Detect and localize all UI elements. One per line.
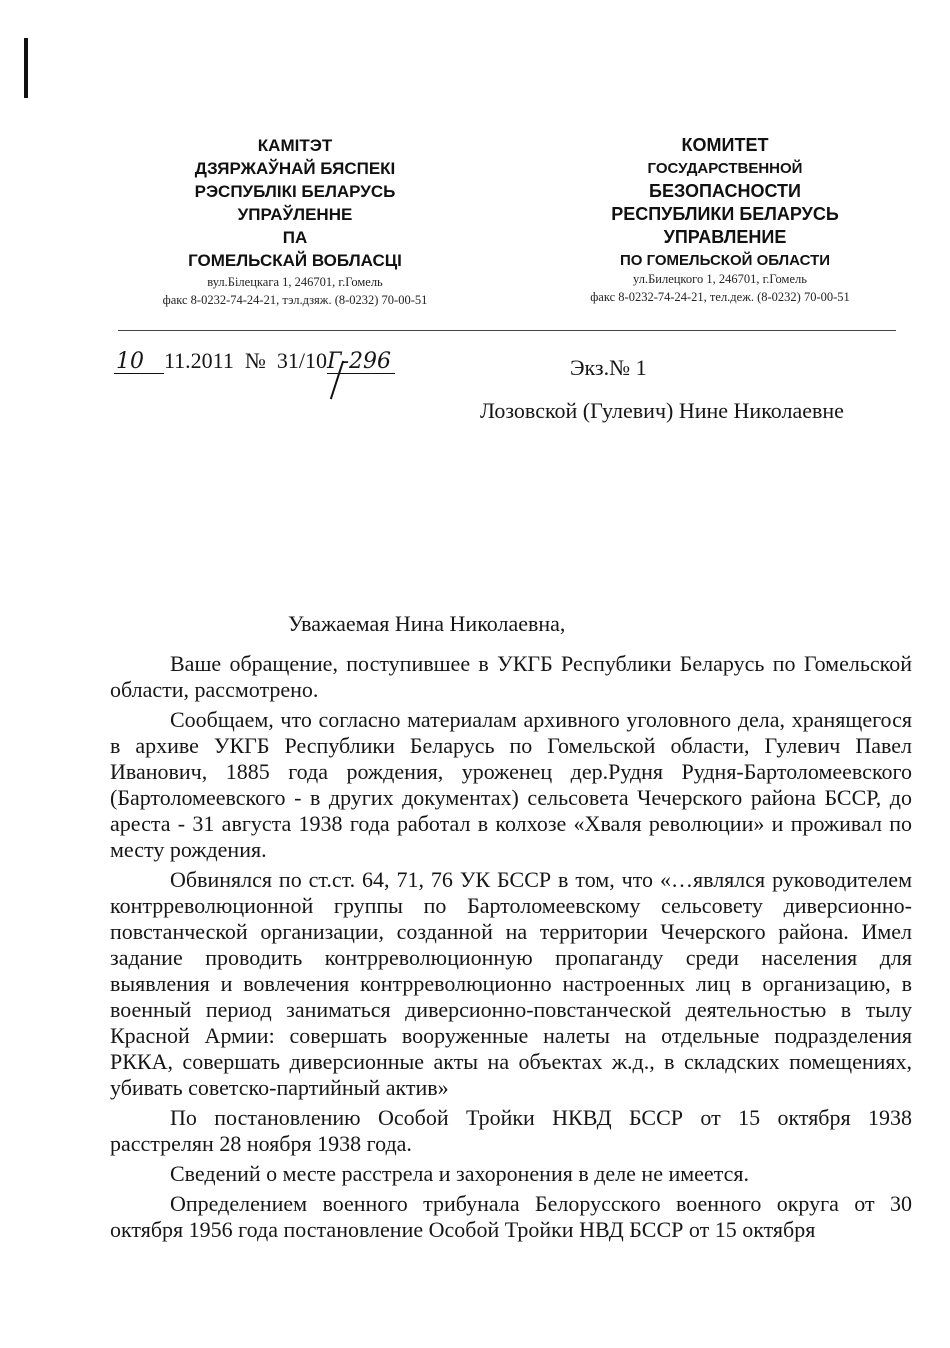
header-left-line: ГОМЕЛЬСКАЙ ВОБЛАСЦІ [188, 251, 402, 270]
header-right-line: ГОСУДАРСТВЕННОЙ [647, 160, 803, 177]
letter-body [110, 651, 912, 1247]
copy-number: Экз.№ 1 [570, 355, 647, 380]
margin-mark [24, 38, 28, 98]
header-russian [540, 134, 910, 272]
ref-day [116, 348, 164, 374]
header-left-address [100, 273, 490, 309]
header-right-line: УПРАВЛЕНИЕ [663, 227, 787, 247]
addressee: Лозовской (Гулевич) Нине Николаевне [480, 398, 844, 423]
paragraph: Сообщаем, что согласно материалам архивного уголовного дела, хранящегося в архиве УКГБ Республики Беларусь по Гомельской области, Гулевич Павел Иванович, 1885 года рождения, уроженец дер.Рудня Рудня-Бартоломеевского (Бартоломеевского - в других документах) сельсовета Чечерского района БССР, до ареста - 31 августа 1938 года работал в колхозе «Хваля революции» и проживал по месту рождения. [110, 707, 912, 862]
header-right-line: КОМИТЕТ [681, 135, 769, 155]
address-line: ул.Билецкого 1, 246701, г.Гомель [633, 272, 807, 286]
header-divider [118, 330, 896, 331]
greeting: Уважаемая Нина Николаевна, [288, 611, 566, 636]
header-left-line: РЭСПУБЛІКІ БЕЛАРУСЬ [194, 182, 396, 201]
paragraph: По постановлению Особой Тройки НКВД БССР от 15 октября 1938 расстрелян 28 ноября 1938 года. [110, 1105, 912, 1156]
paragraph: Сведений о месте расстрела и захоронения в деле не имеется. [170, 1161, 749, 1186]
header-right-line: БЕЗОПАСНОСТИ [649, 181, 801, 201]
handwritten-day: 10 [116, 349, 144, 374]
paragraph: Ваше обращение, поступившее в УКГБ Республики Беларусь по Гомельской области, рассмотрено. [110, 651, 912, 702]
day-underline [114, 373, 164, 374]
header-right-address [540, 270, 900, 306]
contacts-line: факс 8-0232-74-24-21, тел.деж. (8-0232) 70-00-51 [590, 290, 850, 304]
ref-number-label: № [244, 348, 266, 373]
paragraph: Обвинялся по ст.ст. 64, 71, 76 УК БССР в том, что «…являлся руководителем контрреволюционной группы по Бартоломеевскому сельсовету диверсионно-повстанческой организации, созданной на территории Чечерского района. Имел задание проводить контрреволюционную пропаганду среди населения для выявления и вовлечения контрреволюционно настроенных лиц в организацию, в военный период заниматься диверсионно-повстанческой деятельностью в тылу Красной Армии: совершать вооруженные налеты на отдельные подразделения РККА, совершать диверсионные акты на объектах ж.д., в складских помещениях, убивать советско-партийный актив» [110, 867, 912, 1100]
header-left-line: ПА [282, 228, 308, 247]
header-right-line: ПО ГОМЕЛЬСКОЙ ОБЛАСТИ [619, 252, 831, 269]
header-left-line: УПРАЎЛЕННЕ [237, 205, 353, 224]
header-left-line: КАМІТЭТ [257, 136, 333, 155]
header-belarusian [130, 134, 460, 272]
reference-line [116, 348, 395, 374]
address-line: вул.Білецкага 1, 246701, г.Гомель [207, 275, 383, 289]
header-right-line: РЕСПУБЛИКИ БЕЛАРУСЬ [611, 204, 839, 224]
header-left-line: ДЗЯРЖАЎНАЙ БЯСПЕКІ [194, 159, 396, 178]
paragraph: Определением военного трибунала Белорусского военного округа от 30 октября 1956 года постановление Особой Тройки НВД БССР от 15 октября [110, 1191, 912, 1242]
ref-hand-number [327, 348, 395, 374]
ref-number-prefix: 31/10 [276, 348, 327, 373]
ref-date: 11.2011 [164, 348, 234, 373]
handwritten-number: Г-296 [327, 349, 391, 374]
contacts-line: факс 8-0232-74-24-21, тэл.дзяж. (8-0232) 70-00-51 [162, 293, 428, 307]
